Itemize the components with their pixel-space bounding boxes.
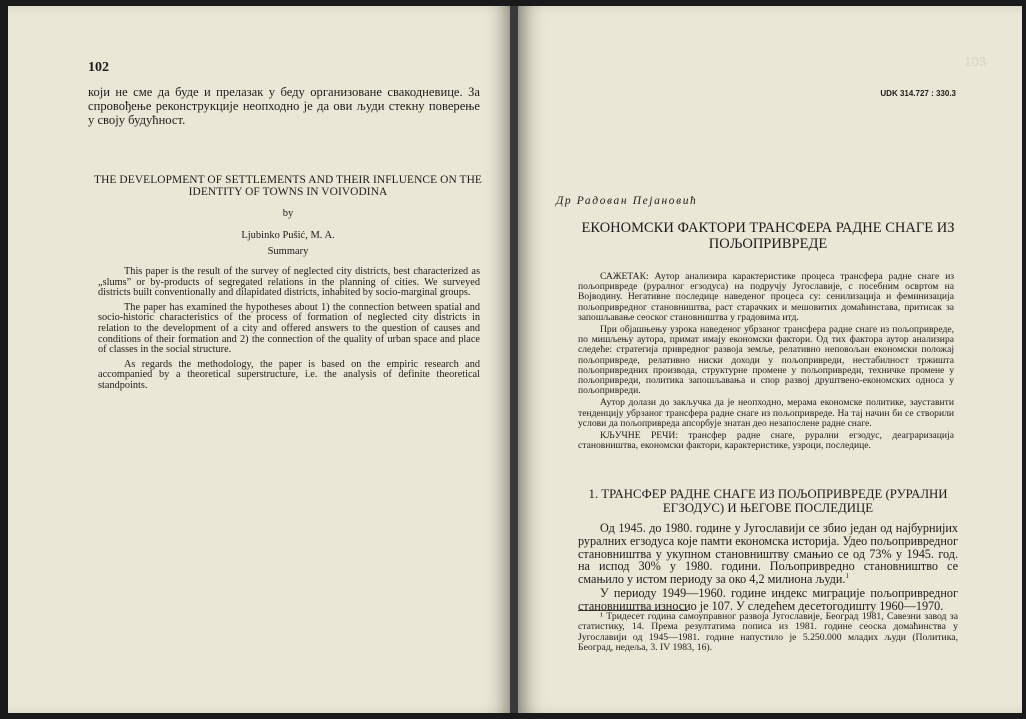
udk-classification: UDK 314.727 : 330.3: [880, 89, 956, 98]
lead-text: који не сме да буде и прелазак у беду организоване свакодневице. За спровођење реконструкције неопходно је да ови људи стекну поверење у своју будућност.: [88, 85, 480, 127]
summary-paragraph: The paper has examined the hypotheses about 1) the connection between spatial and socio-historic characteristics of the process of formation of neglected city districts in relation to the development of a city and offered answers to the question of causes and conditions of their formation and 2) the connection of the quality of urban space and place of classes in the social structure.: [98, 301, 480, 356]
bleed-through-page-number: 103: [964, 54, 986, 69]
footnote-reference: 1: [845, 572, 849, 581]
english-title: THE DEVELOPMENT OF SETTLEMENTS AND THEIR INFLUENCE ON THE IDENTITY OF TOWNS IN VOIVODINA: [94, 174, 482, 198]
summary-paragraph: This paper is the result of the survey of neglected city districts, best characterized as „slums” or by-products of segregated relations in the planning of cities. We surveyed districts built conventionally and dilapidated districts, inhabited by socio-marginal groups.: [98, 266, 480, 299]
section-heading: 1. ТРАНСФЕР РАДНЕ СНАГЕ ИЗ ПОЉОПРИВРЕДЕ (РУРАЛНИ ЕГЗОДУС) И ЊЕГОВЕ ПОСЛЕДИЦЕ: [588, 487, 948, 515]
article-title: ЕКОНОМСКИ ФАКТОРИ ТРАНСФЕРА РАДНЕ СНАГЕ ИЗ ПОЉОПРИВРЕДЕ: [581, 220, 955, 252]
body-paragraph-text: Од 1945. до 1980. године у Југославији се збио један од најбурнијих руралних егзодуса које памти економска историја. Удео пољопривредног становништва у укупном становништву смањио се од 73% у 1945. год. на испод 30% у 1980. години. Пољопривредно становништво се смањило у истом периоду за око 4,2 милиона људи.: [578, 521, 958, 587]
right-page: [518, 6, 1022, 713]
summary-heading: Summary: [267, 246, 309, 257]
abstract: [578, 272, 954, 453]
abstract-paragraph: САЖЕТАК: Аутор анализира карактеристике процеса трансфера радне снаге из пољопривреде (руралног егзодуса) на подручју Југославије, с посебним освртом на Војводину. Негативне последице наведеног процеса су: сенилизација и феминизација пољопривредног становништва, раст старачких и мешовитих домаћинстава, притисак за запошљавање сеоског становништва у градовима итд.: [578, 271, 954, 323]
lead-paragraph: [88, 85, 480, 127]
footnote: ¹ Тридесет година самоуправног развоја Југославије, Београд 1981, Савезни завод за статистику, 14. Према резултатима пописа из 1981. године сеоска домаћинства у Југославији од 1945—1981. године напустило је 5.250.000 младих људи (Политика, Београд, недеља, 3. IV 1983, 16).: [578, 611, 958, 654]
body-paragraph: [578, 522, 958, 586]
abstract-paragraph: Аутор долази до закључка да је неопходно, мерама економске политике, зауставити тенденцију убрзаног трансфера радне снаге из пољопривреде. На тај начин би се створили услови да пољопривреда апсорбује знатан део незапослене радне снаге.: [578, 397, 954, 429]
body-paragraph: У периоду 1949—1960. године индекс миграције пољопривредног становништва износио је 107. У следећем десетогодишту 1960—1970.: [578, 585, 958, 613]
english-author: Ljubinko Pušić, M. A.: [241, 230, 335, 241]
english-by: by: [282, 208, 294, 219]
article-author: Др Радован Пејановић: [556, 195, 698, 207]
article-body: [578, 522, 958, 614]
keywords-paragraph: КЉУЧНЕ РЕЧИ: трансфер радне снаге, рурални егзодус, деаграризација становништва, економски фактори, карактеристике, узроци, последице.: [578, 430, 954, 452]
page-number: 102: [88, 60, 109, 75]
abstract-paragraph: При објашњењу узрока наведеног убрзаног трансфера радне снаге из пољопривреде, по мишљењу аутора, примат имају економски фактори. Од тих фактора аутор анализира следеће: стратегија привредног развоја земље, релативно неповољан економски положај пољопривреде, релативно ниски доходи у пољопривреди, нестабилност тржишта пољопривредних производа, структурне промене у пољопривреди, техничке промене у пољопривреди, политика запошљавања и спор развој друштвено-економских односа у пољопривреди.: [578, 324, 954, 397]
summary-paragraph: As regards the methodology, the paper is based on the empiric research and accompanied by a theoretical superstructure, i.e. the analysis of definite theoretical standpoints.: [98, 358, 480, 391]
english-summary: [98, 267, 480, 396]
left-page: [8, 6, 512, 713]
